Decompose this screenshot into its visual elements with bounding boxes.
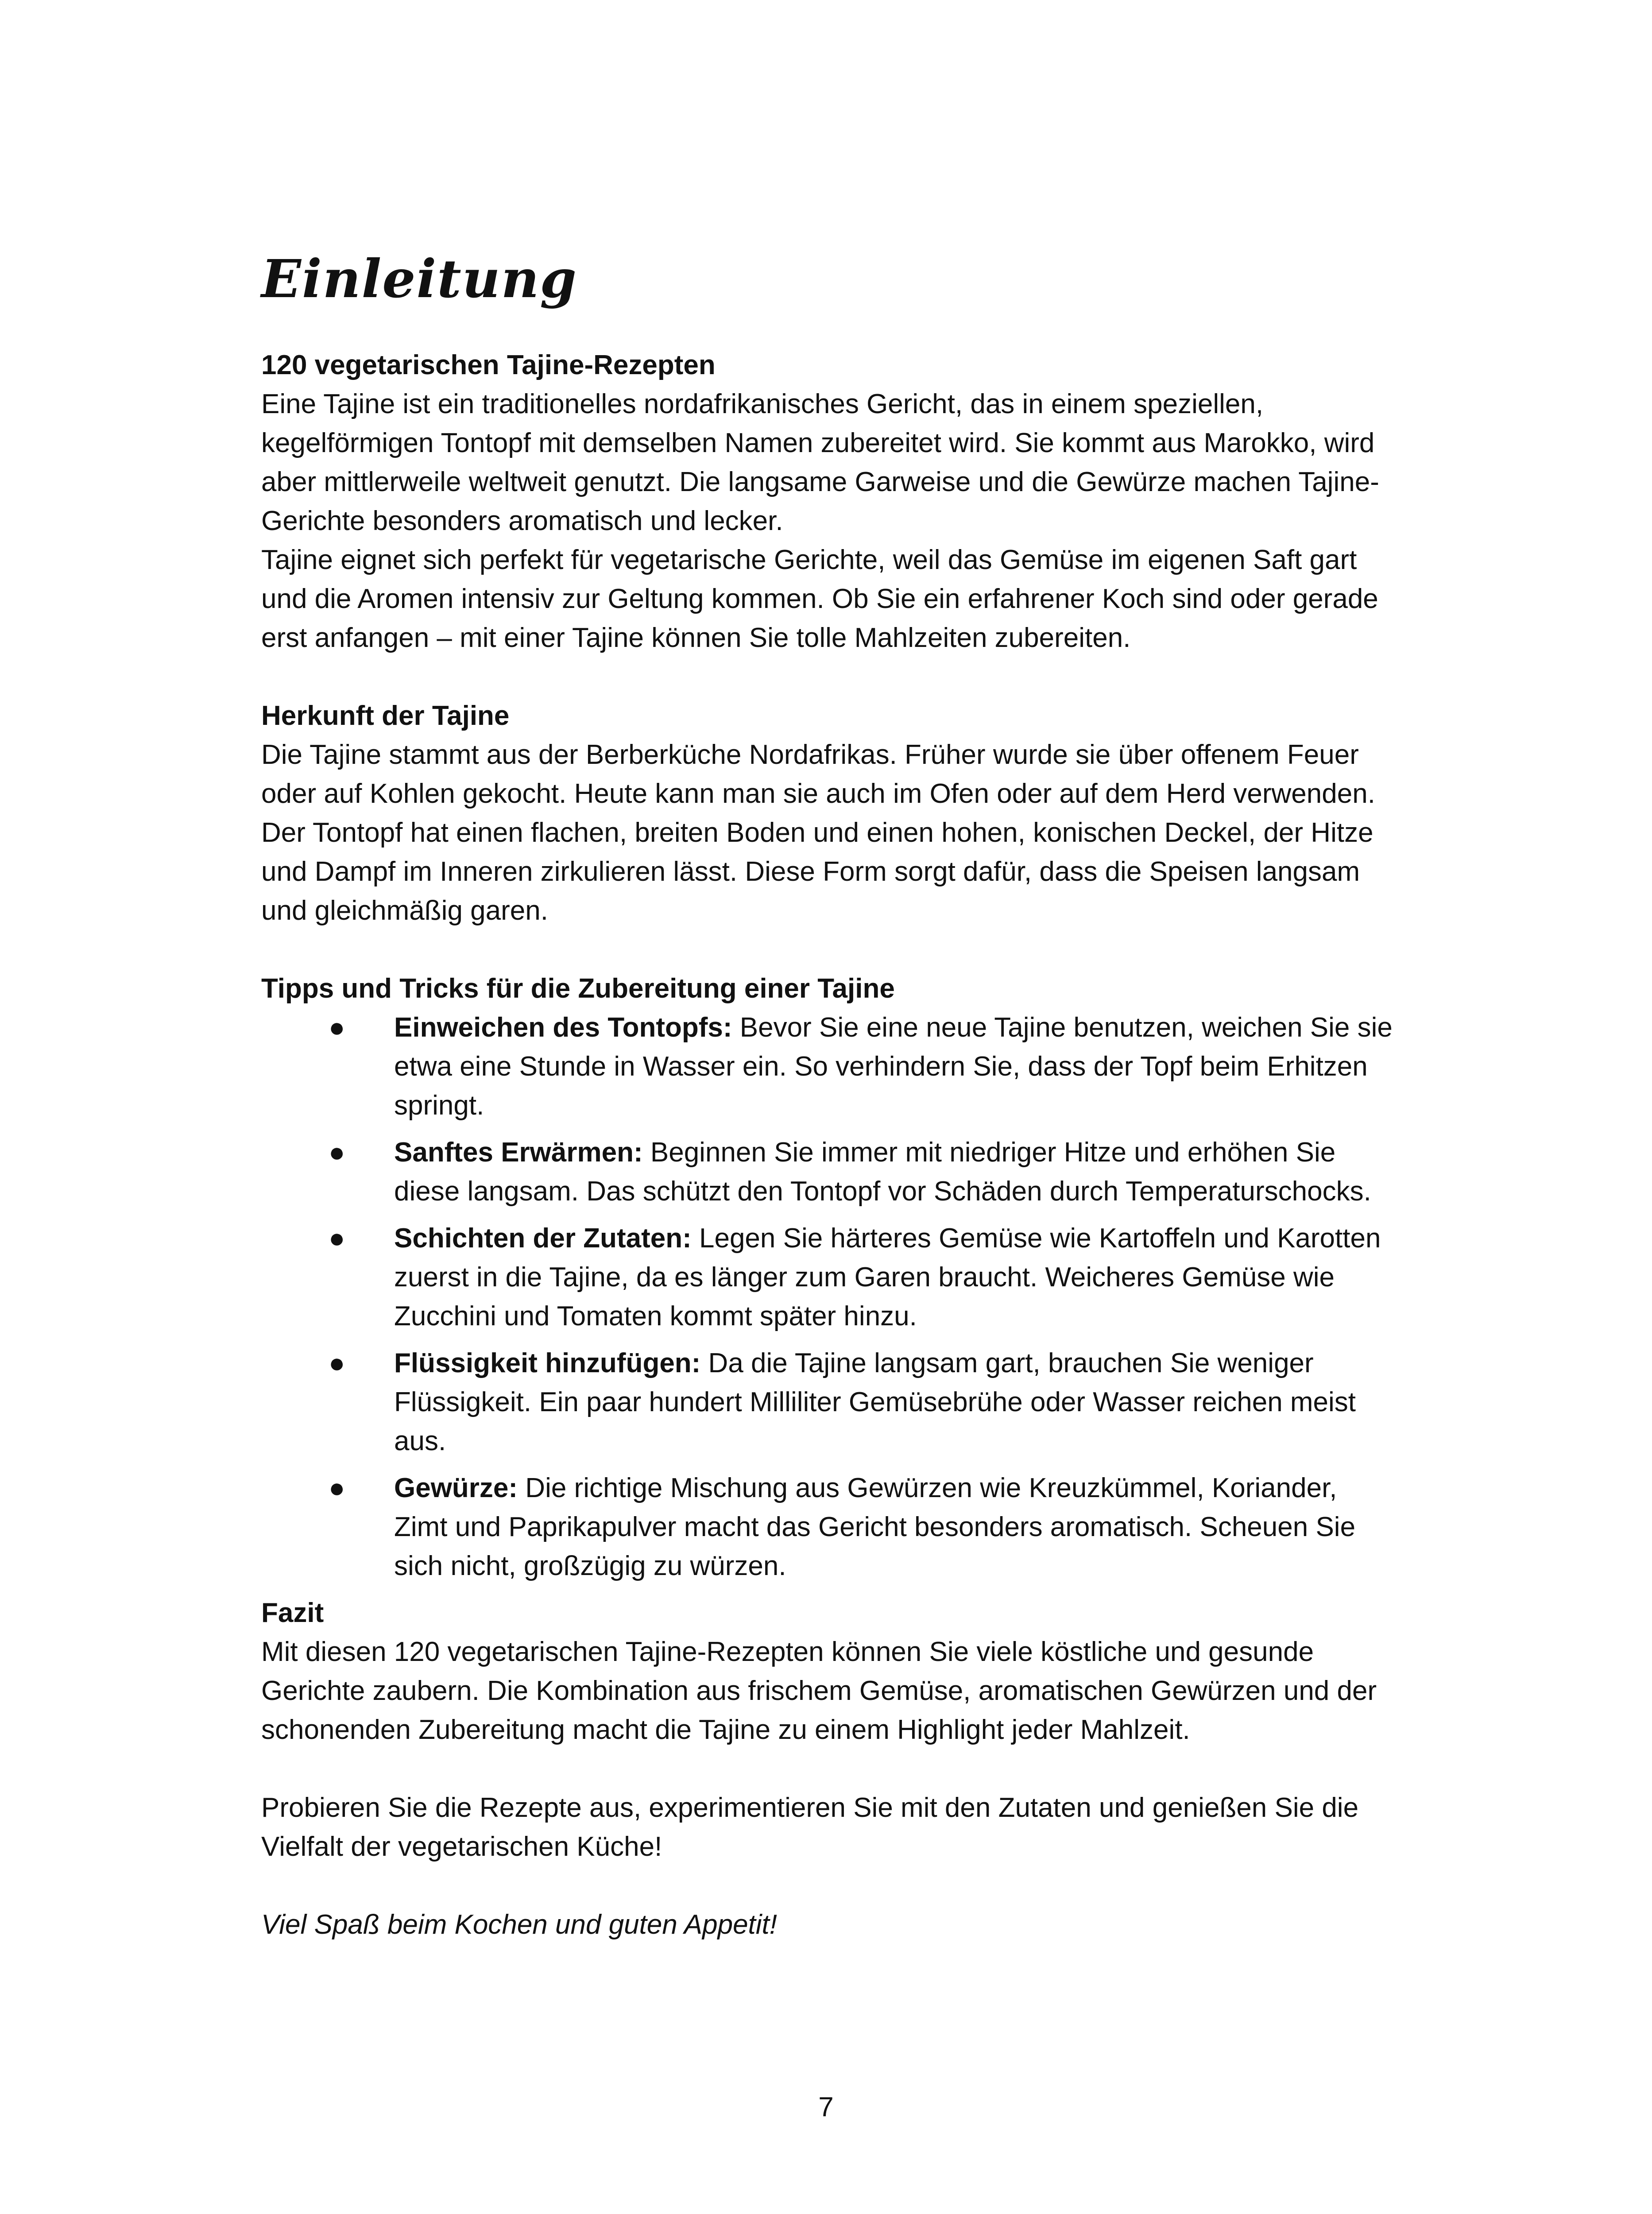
origin-heading: Herkunft der Tajine <box>261 701 510 731</box>
page-number: 7 <box>818 2092 834 2122</box>
bullet-icon: ● <box>329 1473 345 1503</box>
tip-term: Gewürze: <box>394 1473 518 1503</box>
tips-list <box>261 1008 1395 1586</box>
spacer <box>261 1750 1395 1788</box>
conclusion-paragraph-2: Probieren Sie die Rezepte aus, experimentieren Sie mit den Zutaten und genießen Sie die Vielfalt der vegetarischen Küche! <box>261 1792 1359 1862</box>
tip-text: Legen Sie härteres Gemüse wie Kartoffeln und Karotten zuerst in die Tajine, da es länger zum Garen braucht. Weicheres Gemüse wie Zucchini und Tomaten kommt später hinzu. <box>394 1223 1381 1331</box>
intro-paragraph-1: Eine Tajine ist ein traditionelles nordafrikanisches Gericht, das in einem speziellen, kegelförmigen Tontopf mit demselben Namen zubereitet wird. Sie kommt aus Marokko, wird aber mittlerweile weltweit genutzt. Die langsame Garweise und die Gewürze machen Tajine-Gerichte besonders aromatisch und lecker. <box>261 389 1379 536</box>
bullet-icon: ● <box>329 1012 345 1043</box>
bullet-icon: ● <box>329 1348 345 1378</box>
spacer <box>261 1866 1395 1905</box>
tip-text: Die richtige Mischung aus Gewürzen wie Kreuzkümmel, Koriander, Zimt und Paprikapulver macht das Gericht besonders aromatisch. Scheuen Sie sich nicht, großzügig zu würzen. <box>394 1473 1356 1581</box>
tip-text: Bevor Sie eine neue Tajine benutzen, weichen Sie sie etwa eine Stunde in Wasser ein. So verhindern Sie, dass der Topf beim Erhitzen springt. <box>394 1012 1393 1121</box>
spacer <box>261 658 1395 697</box>
tip-text: Beginnen Sie immer mit niedriger Hitze und erhöhen Sie diese langsam. Das schützt den Tontopf vor Schäden durch Temperaturschocks. <box>394 1137 1371 1207</box>
bullet-icon: ● <box>329 1223 345 1254</box>
conclusion-heading: Fazit <box>261 1598 324 1628</box>
page-title: Einleitung <box>261 248 577 310</box>
list-item <box>261 1133 1395 1211</box>
intro-paragraph-2: Tajine eignet sich perfekt für vegetarische Gerichte, weil das Gemüse im eigenen Saft gart und die Aromen intensiv zur Geltung kommen. Ob Sie ein erfahrener Koch sind oder gerade erst anfangen – mit einer Tajine können Sie tolle Mahlzeiten zubereiten. <box>261 545 1378 653</box>
bullet-icon: ● <box>329 1137 345 1168</box>
conclusion-paragraph-1: Mit diesen 120 vegetarischen Tajine-Rezepten können Sie viele köstliche und gesunde Gerichte zaubern. Die Kombination aus frischem Gemüse, aromatischen Gewürzen und der schonenden Zubereitung macht die Tajine zu einem Highlight jeder Mahlzeit. <box>261 1637 1377 1745</box>
list-item <box>261 1469 1395 1586</box>
tip-term: Einweichen des Tontopfs: <box>394 1012 732 1043</box>
page-content <box>261 246 1395 1944</box>
tip-text: Da die Tajine langsam gart, brauchen Sie weniger Flüssigkeit. Ein paar hundert Milliliter Gemüsebrühe oder Wasser reichen meist aus. <box>394 1348 1356 1456</box>
intro-heading: 120 vegetarischen Tajine-Rezepten <box>261 350 716 380</box>
closing-line: Viel Spaß beim Kochen und guten Appetit! <box>261 1909 778 1940</box>
list-item <box>261 1008 1395 1125</box>
list-item <box>261 1219 1395 1336</box>
origin-paragraph: Die Tajine stammt aus der Berberküche Nordafrikas. Früher wurde sie über offenem Feuer oder auf Kohlen gekocht. Heute kann man sie auch im Ofen oder auf dem Herd verwenden. Der Tontopf hat einen flachen, breiten Boden und einen hohen, konischen Deckel, der Hitze und Dampf im Inneren zirkulieren lässt. Diese Form sorgt dafür, dass die Speisen langsam und gleichmäßig garen. <box>261 739 1375 926</box>
spacer <box>261 930 1395 969</box>
tips-heading: Tipps und Tricks für die Zubereitung einer Tajine <box>261 973 895 1004</box>
list-item <box>261 1344 1395 1461</box>
tip-term: Schichten der Zutaten: <box>394 1223 692 1254</box>
tip-term: Flüssigkeit hinzufügen: <box>394 1348 701 1378</box>
tip-term: Sanftes Erwärmen: <box>394 1137 643 1168</box>
